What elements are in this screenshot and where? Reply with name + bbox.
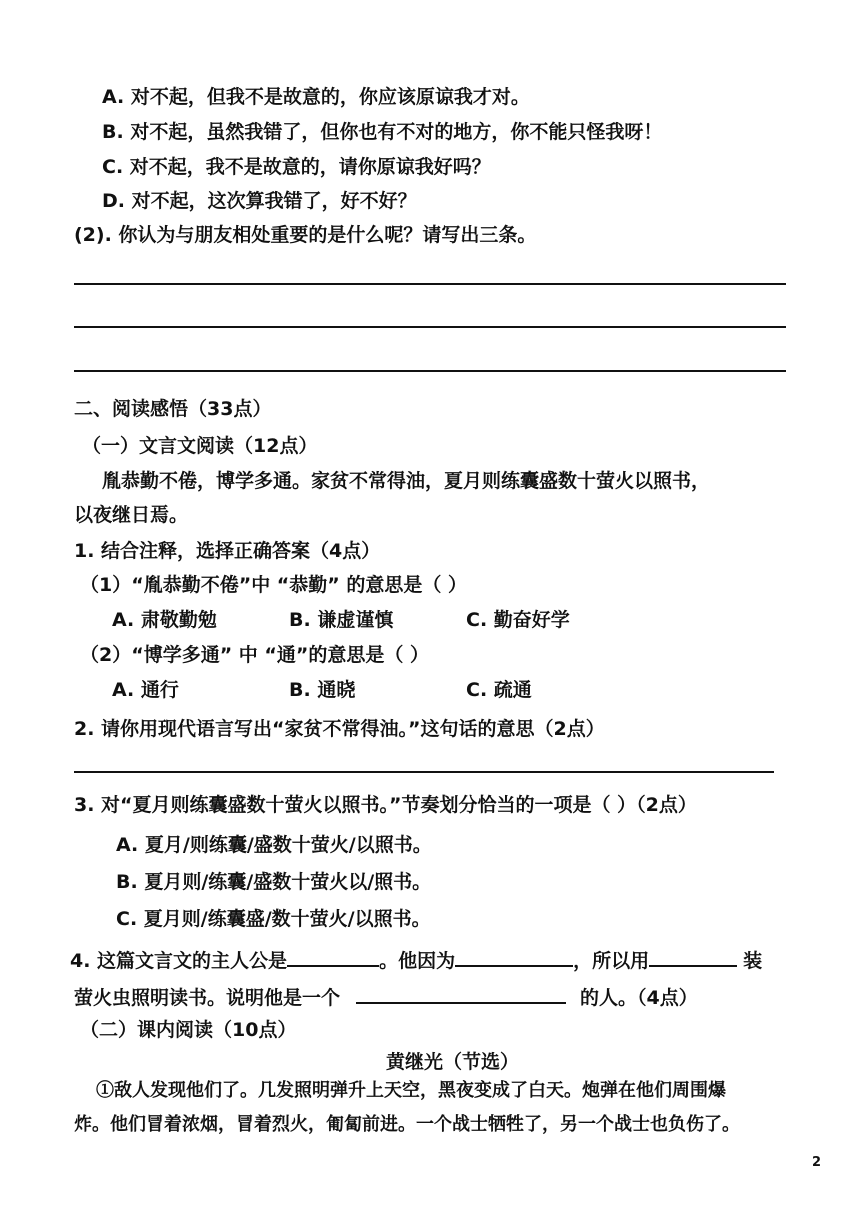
- q1-sub1-option-c: C. 勤奋好学: [466, 609, 570, 631]
- answer-line-1[interactable]: [74, 283, 786, 285]
- classical-q1-sub1: （1）“胤恭勤不倦”中 “恭勤” 的意思是（ ）: [80, 574, 468, 596]
- q1-sub2-option-a: A. 通行: [112, 679, 179, 701]
- q4-text-3: ，所以用: [573, 950, 650, 972]
- q1-sub1-option-a: A. 肃敬勤勉: [112, 609, 217, 631]
- q4-text-6: 的人。（4点）: [580, 987, 698, 1009]
- option-b: B. 对不起，虽然我错了，但你也有不对的地方，你不能只怪我呀！: [102, 121, 663, 143]
- answer-line-translation[interactable]: [74, 771, 774, 773]
- option-c: C. 对不起，我不是故意的，请你原谅我好吗？: [102, 156, 491, 178]
- classical-q3: 3. 对“夏月则练囊盛数十萤火以照书。”节奏划分恰当的一项是（ ）（2点）: [74, 794, 697, 816]
- answer-line-3[interactable]: [74, 370, 786, 372]
- classical-q4-line-1: [70, 945, 762, 974]
- classical-q1-sub2: （2）“博学多通” 中 “通”的意思是（ ）: [80, 644, 430, 666]
- q3-option-c: C. 夏月则/练囊盛/数十萤火/以照书。: [116, 908, 431, 930]
- part-1-title: （一）文言文阅读（12点）: [82, 435, 318, 457]
- page-number: 2: [812, 1155, 822, 1170]
- blank-character[interactable]: [356, 982, 566, 1004]
- classical-text-line-1: 胤恭勤不倦，博学多通。家贫不常得油，夏月则练囊盛数十萤火以照书，: [102, 470, 711, 492]
- q1-sub2-option-b: B. 通晓: [289, 679, 356, 701]
- q1-sub1-option-b: B. 谦虚谨慎: [289, 609, 394, 631]
- blank-reason[interactable]: [455, 945, 573, 967]
- option-a: A. 对不起，但我不是故意的，你应该原谅我才对。: [102, 86, 530, 108]
- blank-tool[interactable]: [649, 945, 737, 967]
- section-2-title: 二、阅读感悟（33点）: [74, 398, 272, 420]
- classical-q4-line-2: [74, 982, 698, 1011]
- q1-sub2-option-c: C. 疏通: [466, 679, 532, 701]
- q4-text-1: 4. 这篇文言文的主人公是: [70, 950, 288, 972]
- part-2-title: （二）课内阅读（10点）: [80, 1019, 297, 1041]
- q3-option-b: B. 夏月则/练囊/盛数十萤火以/照书。: [116, 871, 432, 893]
- q4-text-4: 装: [743, 950, 763, 972]
- q4-text-2: 。他因为: [379, 950, 456, 972]
- passage-line-1: ①敌人发现他们了。几发照明弹升上天空，黑夜变成了白天。炮弹在他们周围爆: [96, 1080, 726, 1101]
- passage-line-2: 炸。他们冒着浓烟，冒着烈火，匍匐前进。一个战士牺牲了，另一个战士也负伤了。: [74, 1114, 740, 1135]
- question-2: (2). 你认为与朋友相处重要的是什么呢？请写出三条。: [74, 224, 537, 246]
- q4-text-5: 萤火虫照明读书。说明他是一个: [74, 987, 341, 1009]
- passage-title: 黄继光（节选）: [386, 1051, 520, 1073]
- answer-line-2[interactable]: [74, 326, 786, 328]
- blank-protagonist[interactable]: [287, 945, 379, 967]
- classical-text-line-2: 以夜继日焉。: [74, 504, 189, 526]
- classical-q1-title: 1. 结合注释，选择正确答案（4点）: [74, 540, 381, 562]
- q3-option-a: A. 夏月/则练囊/盛数十萤火/以照书。: [116, 834, 432, 856]
- classical-q2: 2. 请你用现代语言写出“家贫不常得油。”这句话的意思（2点）: [74, 718, 605, 740]
- option-d: D. 对不起，这次算我错了，好不好？: [102, 190, 417, 212]
